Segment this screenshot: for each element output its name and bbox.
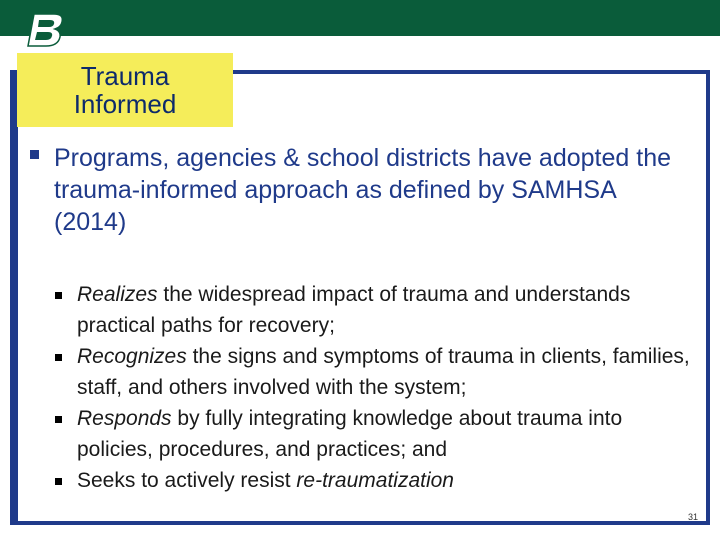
square-bullet-icon (30, 150, 39, 159)
sub-bullet-text: by fully integrating knowledge about trauma into policies, procedures, and practices; and (77, 407, 623, 461)
main-bullet-text: Programs, agencies & school districts have adopted the trauma-informed approach as defined by SAMHSA (2014) (54, 144, 672, 236)
page-number: 31 (688, 512, 699, 522)
sub-bullet-item (55, 403, 695, 465)
sub-bullet-list (55, 279, 695, 496)
main-bullet (30, 142, 690, 238)
sub-bullet-item (55, 279, 695, 341)
square-bullet-icon (55, 292, 62, 299)
square-bullet-icon (55, 354, 62, 361)
square-bullet-icon (55, 416, 62, 423)
sub-bullet-item (55, 465, 695, 496)
sub-bullet-text: the signs and symptoms of trauma in clients, families, staff, and others involved with the system; (77, 345, 690, 399)
sub-bullet-lead: Responds (77, 407, 172, 430)
sub-bullet-lead: Realizes (77, 283, 158, 306)
slide-title: Trauma Informed (73, 61, 177, 119)
b-logo-icon (26, 12, 66, 48)
sub-bullet-text: Seeks to actively resist (77, 469, 297, 492)
frame-left-border (10, 70, 18, 525)
sub-bullet-lead: Recognizes (77, 345, 187, 368)
sub-bullet-item (55, 341, 695, 403)
sub-bullet-tail: re-traumatization (296, 469, 454, 492)
sub-bullet-text: the widespread impact of trauma and understands practical paths for recovery; (77, 283, 631, 337)
title-box (17, 53, 233, 127)
frame-right-border (706, 70, 710, 525)
square-bullet-icon (55, 478, 62, 485)
top-banner (0, 0, 720, 36)
frame-bottom-border (10, 521, 710, 525)
